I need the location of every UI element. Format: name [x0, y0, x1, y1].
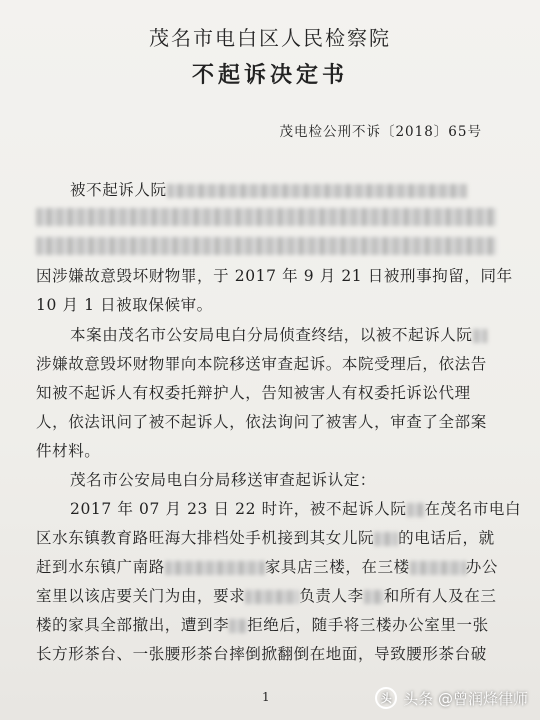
document-title: 不起诉决定书: [191, 62, 348, 88]
redaction: [364, 590, 384, 604]
body-line: [36, 236, 506, 255]
body-line: [36, 207, 506, 226]
body-line: 知被不起诉人有权委托辩护人，告知被害人有权委托诉讼代理: [36, 384, 471, 402]
body-line: [36, 555, 506, 577]
body-line: [70, 323, 510, 345]
text-segment: 室里以该店要关门为由，要求: [36, 587, 246, 605]
body-line: 10 月 1 日被取保候审。: [36, 296, 213, 314]
redaction: [36, 237, 496, 255]
toutiao-logo-icon: 头: [375, 687, 397, 709]
body-line: 茂名市公安局电白分局移送审查起诉认定：: [70, 471, 376, 489]
redaction: [410, 561, 466, 575]
redaction: [374, 532, 398, 546]
text-segment: 区水东镇教育路旺海大排档处手机接到其女儿阮: [36, 529, 375, 547]
body-line: 涉嫌故意毁坏财物罪向本院移送审查起诉。本院受理后，依法告: [36, 355, 487, 373]
text-segment: 拒绝后，随手将三楼办公室里一张: [247, 616, 489, 634]
body-line: [36, 584, 506, 606]
document-number: 茂电检公刑不诉〔2018〕65号: [279, 124, 482, 140]
page-number: 1: [262, 690, 270, 704]
text-segment: 2017 年 07 月 23 日 22 时许，被不起诉人阮: [70, 500, 407, 518]
redaction: [229, 619, 247, 633]
text-segment: 赶到水东镇广南路: [36, 558, 165, 576]
redaction: [407, 503, 425, 517]
watermark-text: 头条 @曾润烽律师: [403, 689, 528, 708]
watermark: [375, 684, 528, 712]
text-segment: 的电话后，就: [398, 529, 495, 547]
redaction: [165, 561, 265, 575]
body-line: 人，依法讯问了被不起诉人，依法询问了被害人，审查了全部案: [36, 413, 487, 431]
body-line: [36, 613, 506, 635]
text-segment: 家具店三楼，在三楼: [264, 558, 410, 576]
redaction: [167, 184, 467, 198]
redaction: [36, 208, 496, 226]
text-segment: 在茂名市电白: [424, 500, 522, 518]
body-line: 件材料。: [36, 442, 101, 460]
body-line: [36, 526, 506, 548]
text-segment: 楼的家具全部撤出，遭到李: [36, 616, 230, 634]
issuing-organization: 茂名市电白区人民检察院: [149, 26, 391, 50]
defendant-intro: 被不起诉人阮: [70, 181, 167, 199]
redaction: [245, 590, 299, 604]
text-segment: 负责人李: [299, 587, 364, 605]
body-line: [70, 497, 522, 519]
text-segment: 本案由茂名市公安局电白分局侦查终结，以被不起诉人阮: [70, 326, 473, 344]
body-line: 因涉嫌故意毁坏财物罪，于 2017 年 9 月 21 日被刑事拘留，同年: [36, 267, 513, 285]
text-segment: 办公: [465, 558, 498, 576]
text-segment: 和所有人及在三: [383, 587, 497, 605]
body-line: [70, 178, 510, 200]
redaction: [473, 329, 487, 343]
body-line: 长方形茶台、一张腰形茶台摔倒掀翻倒在地面，导致腰形茶台破: [36, 645, 487, 663]
